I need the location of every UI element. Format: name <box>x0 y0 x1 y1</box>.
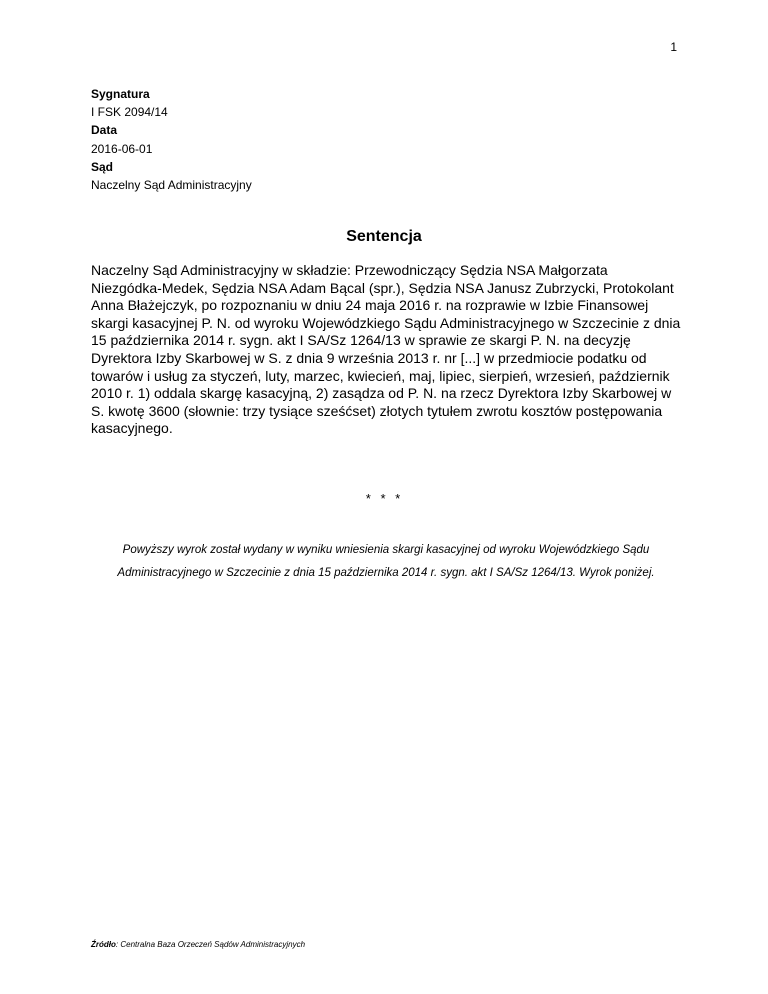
court-value: Naczelny Sąd Administracyjny <box>91 178 252 193</box>
sentence-paragraph: Naczelny Sąd Administracyjny w składzie: Przewodniczący Sędzia NSA Małgorzata Niezgódka-Medek, Sędzia NSA Adam Bącal (spr.), Sędzia NSA Janusz Zubrzycki, Protokolant Anna Błażejczyk, po rozpoznaniu w dniu 24 maja 2016 r. na rozprawie w Izbie Finansowej skargi kasacyjnej P. N. od wyroku Wojewódzkiego Sądu Administracyjnego w Szczecinie z dnia 15 października 2014 r. sygn. akt I SA/Sz 1264/13 w sprawie ze skargi P. N. na decyzję Dyrektora Izby Skarbowej w S. z dnia 9 września 2013 r. nr [...] w przedmiocie podatku od towarów i usług za styczeń, luty, marzec, kwiecień, maj, lipiec, sierpień, wrzesień, październik 2010 r. 1) oddala skargę kasacyjną, 2) zasądza od P. N. na rzecz Dyrektora Izby Skarbowej w S. kwotę 3600 (słownie: trzy tysiące sześćset) złotych tytułem zwrotu kosztów postępowania kasacyjnego. <box>91 262 681 437</box>
court-label: Sąd <box>91 159 114 174</box>
page-number: 1 <box>670 40 677 54</box>
signature-value: I FSK 2094/14 <box>91 105 168 120</box>
appeal-note: Powyższy wyrok został wydany w wyniku wniesienia skargi kasacyjnej od wyroku Wojewódzkiego Sądu Administracyjnego w Szczecinie z dnia 15 października 2014 r. sygn. akt I SA/Sz 1264/13. Wyrok poniżej. <box>117 544 655 579</box>
signature-label: Sygnatura <box>91 87 150 101</box>
footer-source-label: Źródło <box>91 940 116 949</box>
metadata-block <box>91 85 252 194</box>
footer-source-text: : Centralna Baza Orzeczeń Sądów Administracyjnych <box>115 940 306 949</box>
source-footer <box>91 940 305 949</box>
section-title: Sentencja <box>346 228 422 245</box>
separator: * * * <box>365 491 403 506</box>
date-value: 2016-06-01 <box>91 141 153 156</box>
date-label: Data <box>91 123 118 138</box>
